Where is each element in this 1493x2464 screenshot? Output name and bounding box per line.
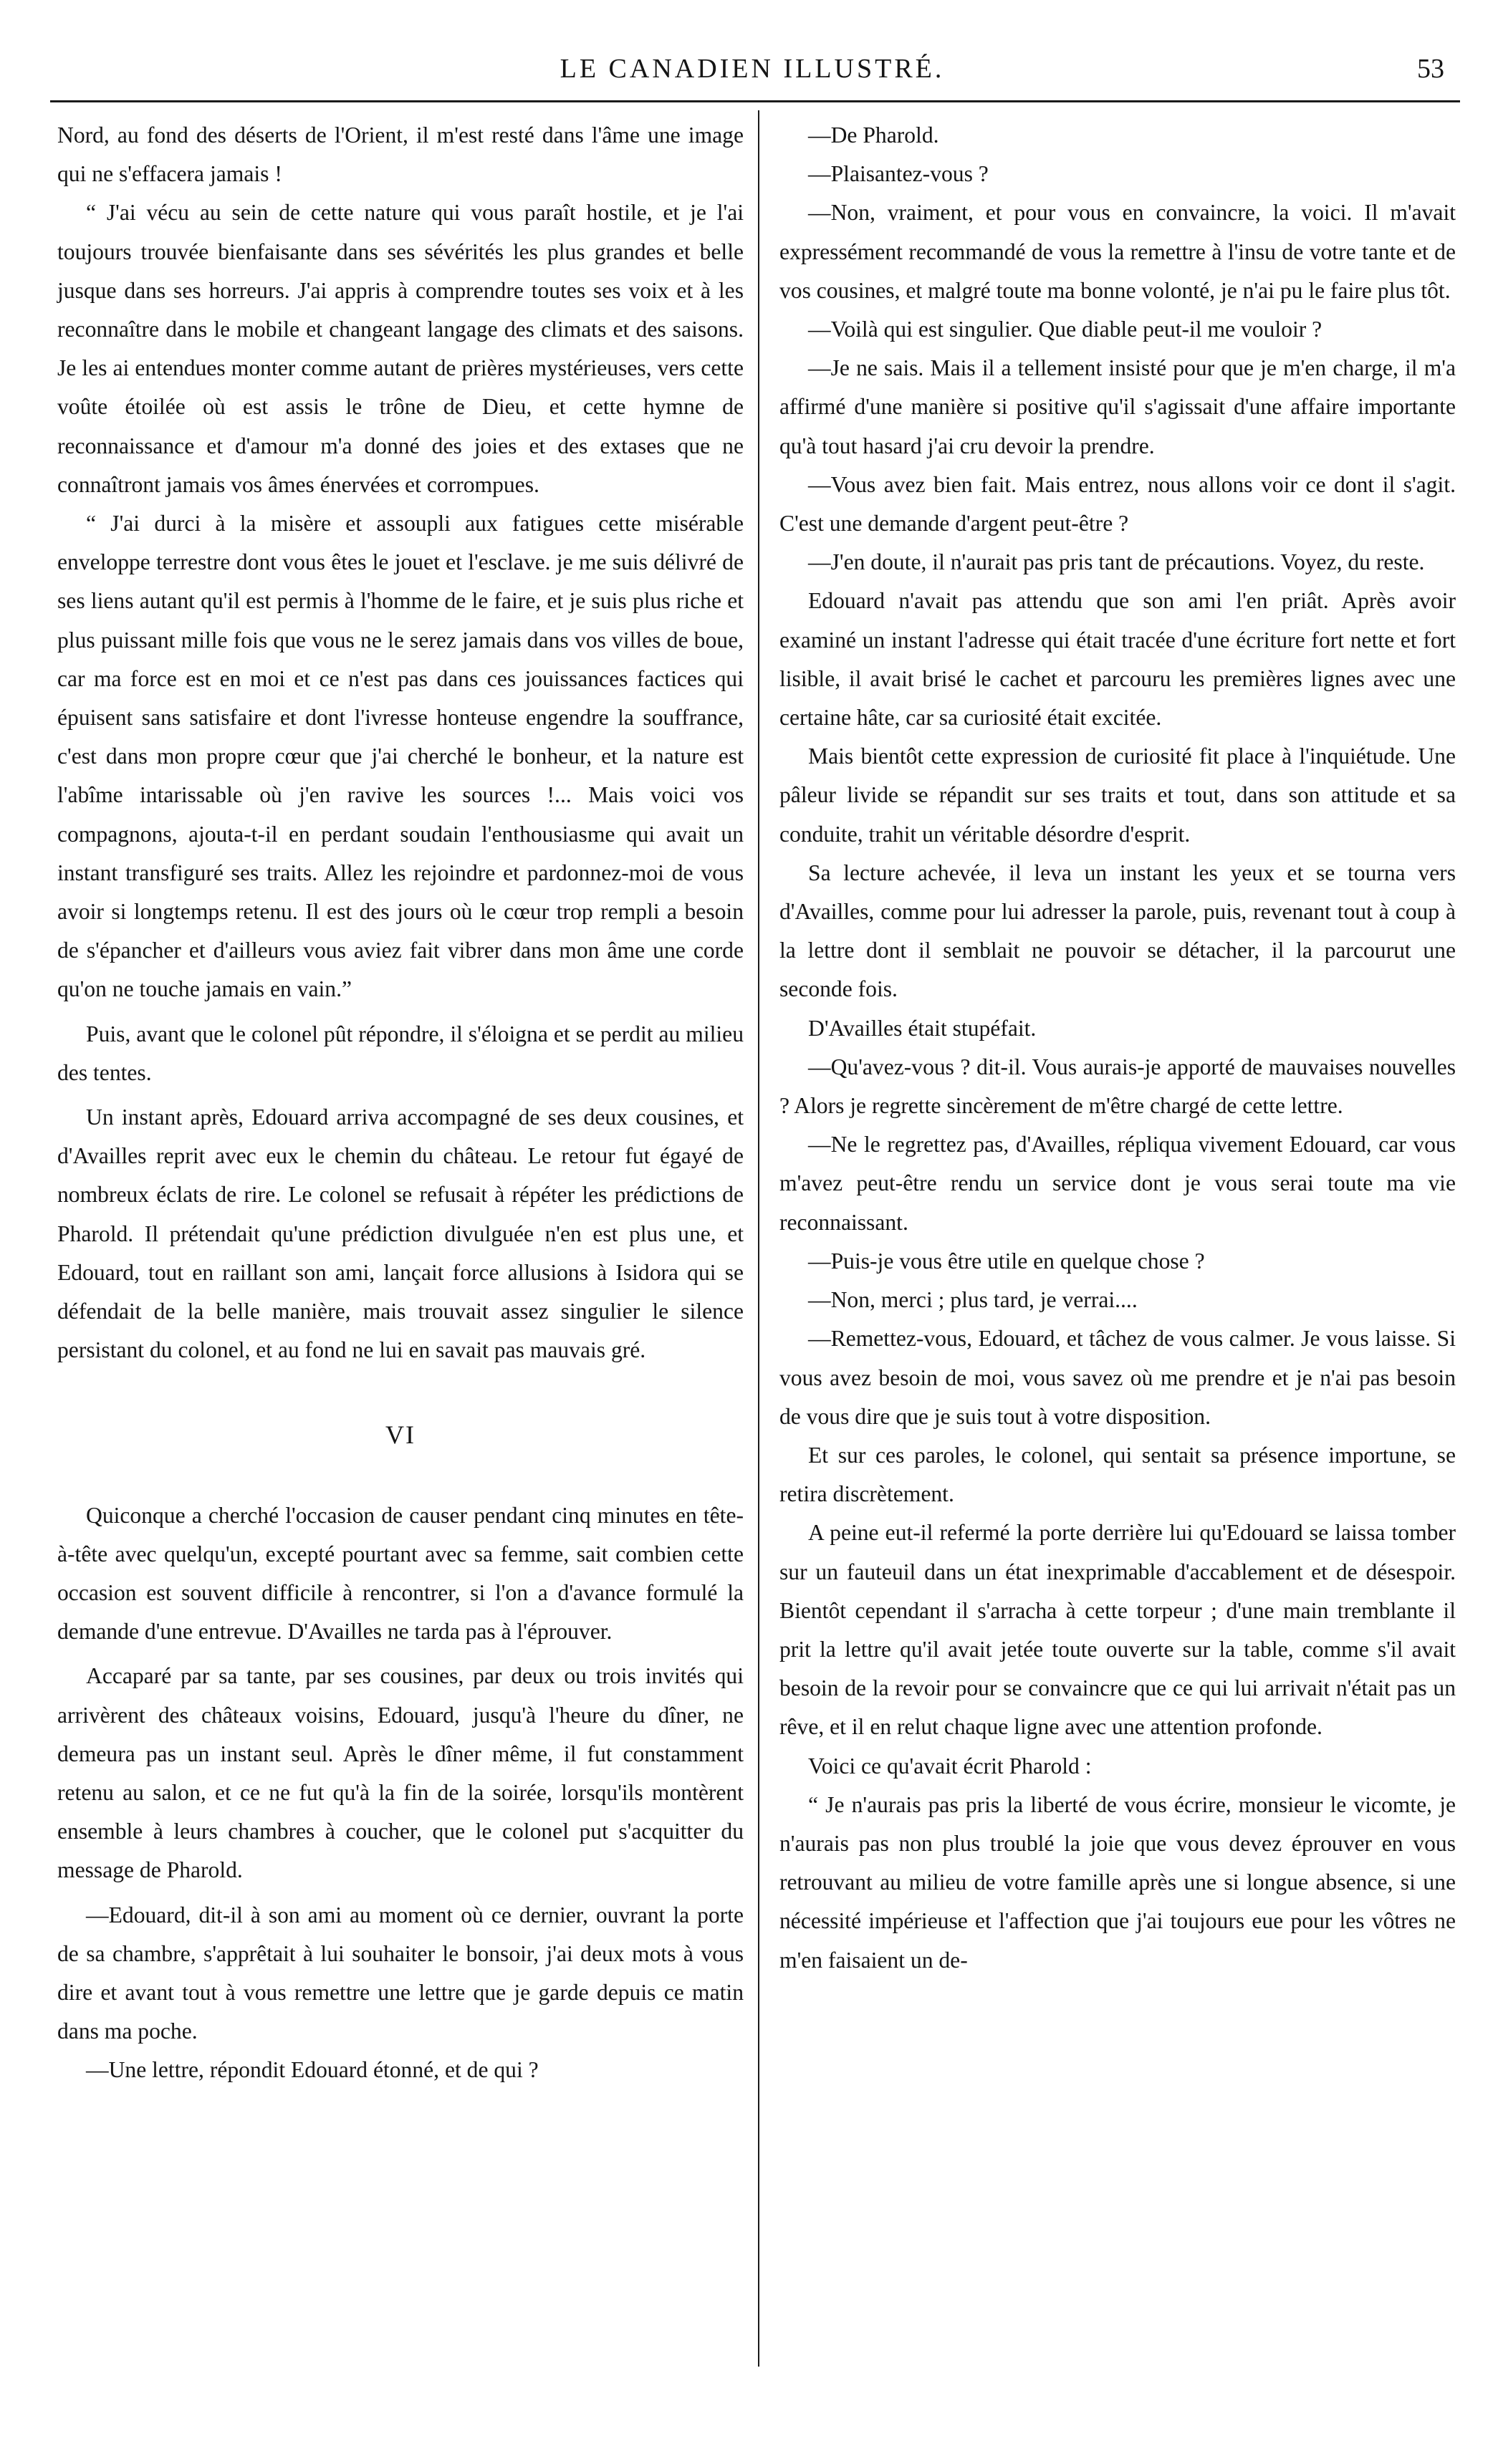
paragraph: Et sur ces paroles, le colonel, qui sentait sa présence importune, se retira discrètement. [779,1442,1456,1507]
paragraph: —Vous avez bien fait. Mais entrez, nous allons voir ce dont il s'agit. C'est une demande d'argent peut-être ? [779,471,1456,536]
section-heading: VI [385,1420,416,1449]
paragraph: D'Availles était stupéfait. [808,1015,1037,1041]
paragraph: “ J'ai durci à la misère et assoupli aux fatigues cette misérable enveloppe terrestre dont vous êtes le jouet et l'esclave. je me suis délivré de ses liens autant qu'il est permis à l'homme de le faire, et je suis plus riche et plus puissant mille fois que vous ne le serez jamais dans vos villes de boue, car ma force est en moi et ce n'est pas dans ces jouissances factices qui épuisent sans satisfaire et dont l'ivresse honteuse engendre la souffrance, c'est dans mon propre cœur que j'ai cherché le bonheur, et la nature est l'abîme intarissable où j'en ravive les sources !... Mais voici vos compagnons, ajouta-t-il en perdant soudain l'enthousiasme qui avait un instant transfiguré ses traits. Allez les rejoindre et pardonnez-moi de vous avoir si longtemps retenu. Il est des jours où le cœur trop rempli a besoin de s'épancher et d'ailleurs vous aviez fait vibrer dans mon âme une corde qu'on ne touche jamais en vain.” [57,511,744,1002]
paragraph: —Puis-je vous être utile en quelque chose ? [808,1248,1205,1274]
paragraph: Voici ce qu'avait écrit Pharold : [808,1753,1092,1779]
paragraph: —Qu'avez-vous ? dit-il. Vous aurais-je apporté de mauvaises nouvelles ? Alors je regrette sincèrement de m'être chargé de cette lettre. [779,1054,1456,1119]
paragraph: —Voilà qui est singulier. Que diable peut-il me vouloir ? [808,317,1322,342]
paragraph: Mais bientôt cette expression de curiosité fit place à l'inquiétude. Une pâleur livide se répandit sur ses traits et tout, dans son attitude et sa conduite, trahit un véritable désordre d'esprit. [779,743,1456,847]
paragraph: —J'en doute, il n'aurait pas pris tant de précautions. Voyez, du reste. [808,549,1425,575]
running-title: LE CANADIEN ILLUSTRÉ. [560,54,945,84]
page-number: 53 [1417,54,1444,84]
paragraph: Nord, au fond des déserts de l'Orient, il m'est resté dans l'âme une image qui ne s'effacera jamais ! [57,122,744,187]
paragraph: Puis, avant que le colonel pût répondre, il s'éloigna et se perdit au milieu des tentes. [57,1021,744,1085]
paragraph: Quiconque a cherché l'occasion de causer pendant cinq minutes en tête-à-tête avec quelqu'un, excepté pourtant avec sa femme, sait combien cette occasion est souvent difficile à rencontrer, si l'on a d'avance formulé la demande d'une entrevue. D'Availles ne tarda pas à l'éprouver. [57,1502,744,1645]
paragraph: A peine eut-il refermé la porte derrière lui qu'Edouard se laissa tomber sur un fauteuil dans un état inexprimable d'accablement et de désespoir. Bientôt cependant il s'arracha à cette torpeur ; d'une main tremblante il prit la lettre qu'il avait jetée toute ouverte sur la table, comme s'il avait besoin de la revoir pour se convaincre que ce qui lui arrivait n'était pas un rêve, et il en relut chaque ligne avec une attention profonde. [779,1520,1456,1740]
paragraph: —Une lettre, répondit Edouard étonné, et de qui ? [86,2057,539,2083]
paragraph: “ Je n'aurais pas pris la liberté de vous écrire, monsieur le vicomte, je n'aurais pas non plus troublé la joie que vous devez éprouver en vous retrouvant au milieu de votre famille après une si longue absence, si une nécessité impérieuse et l'affection que j'ai toujours eue pour les vôtres ne m'en faisaient un de- [779,1791,1456,1973]
paragraph: —Edouard, dit-il à son ami au moment où ce dernier, ouvrant la porte de sa chambre, s'apprêtait à lui souhaiter le bonsoir, j'ai deux mots à vous dire et avant tout à vous remettre une lettre que je garde depuis ce matin dans ma poche. [57,1902,744,2044]
paragraph: —Non, merci ; plus tard, je verrai.... [808,1287,1138,1313]
paragraph: —Ne le regrettez pas, d'Availles, répliqua vivement Edouard, car vous m'avez peut-être rendu un service dont je vous serai toute ma vie reconnaissant. [779,1132,1456,1235]
paragraph: Un instant après, Edouard arriva accompagné de ses deux cousines, et d'Availles reprit avec eux le chemin du château. Le retour fut égayé de nombreux éclats de rire. Le colonel se refusait à répéter les prédictions de Pharold. Il prétendait qu'une prédiction divulguée n'en est plus une, et Edouard, tout en raillant son ami, lançait force allusions à Isidora qui se défendait de la belle manière, mais trouvait assez singulier le silence persistant du colonel, et au fond ne lui en savait pas mauvais gré. [57,1105,744,1363]
paragraph: “ J'ai vécu au sein de cette nature qui vous paraît hostile, et je l'ai toujours trouvée bienfaisante dans ses sévérités les plus grandes et belle jusque dans ses horreurs. J'ai appris à comprendre toutes ses voix et à les reconnaître dans le mobile et changeant langage des climats et des saisons. Je les ai entendues monter comme autant de prières mystérieuses, vers cette voûte étoilée où est assis le trône de Dieu, et cette hymne de reconnaissance et d'amour m'a donné des joies et des extases que ne connaîtront jamais vos âmes énervées et corrompues. [57,200,744,497]
paragraph: —Remettez-vous, Edouard, et tâchez de vous calmer. Je vous laisse. Si vous avez besoin de moi, vous savez où me prendre et je n'ai pas besoin de vous dire que je suis tout à votre disposition. [779,1326,1456,1429]
paragraph: Sa lecture achevée, il leva un instant les yeux et se tourna vers d'Availles, comme pour lui adresser la parole, puis, revenant tout à coup à la lettre dont il semblait ne pouvoir se détacher, il la parcourut une seconde fois. [779,860,1456,1002]
right-column [779,116,1456,1980]
left-column [57,116,744,2090]
paragraph: —Non, vraiment, et pour vous en convaincre, la voici. Il m'avait expressément recommandé de vous la remettre à l'insu de votre tante et de vos cousines, et malgré toute ma bonne volonté, je n'ai pu le faire plus tôt. [779,200,1456,303]
column-divider [758,110,759,2367]
header-rule [50,100,1460,102]
paragraph: —Je ne sais. Mais il a tellement insisté pour que je m'en charge, il m'a affirmé d'une manière si positive qu'il s'agissait d'une affaire importante qu'à tout hasard j'ai cru devoir la prendre. [779,355,1456,458]
paragraph: Accaparé par sa tante, par ses cousines, par deux ou trois invités qui arrivèrent des châteaux voisins, Edouard, jusqu'à l'heure du dîner, ne demeura pas un instant seul. Après le dîner même, il fut constamment retenu au salon, et ce ne fut qu'à la fin de la soirée, lorsqu'ils montèrent ensemble à leurs chambres à coucher, que le colonel put s'acquitter du message de Pharold. [57,1663,744,1883]
paragraph: Edouard n'avait pas attendu que son ami l'en priât. Après avoir examiné un instant l'adresse qui était tracée d'une écriture fort nette et fort lisible, il avait brisé le cachet et parcouru les premières lignes avec une certaine hâte, car sa curiosité était excitée. [779,588,1456,731]
paragraph: —Plaisantez-vous ? [808,161,989,187]
paragraph: —De Pharold. [808,122,939,148]
